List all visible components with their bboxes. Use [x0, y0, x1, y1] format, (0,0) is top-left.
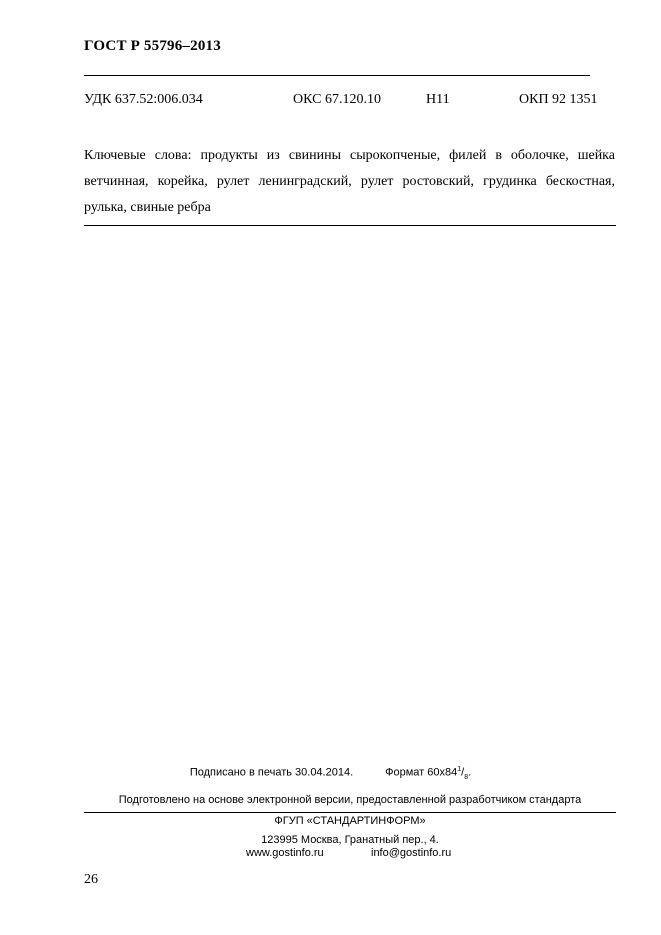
imprint-signed-line: Подписано в печать 30.04.2014. Формат $60x84^1/_8$.: [189, 766, 472, 781]
okp-code: ОКП 92 1351: [519, 92, 598, 107]
header-divider: [84, 75, 590, 76]
format-suffix: .: [468, 766, 472, 779]
format-numerator: 1: [457, 766, 462, 773]
website-link[interactable]: www.gostinfo.ru: [246, 847, 324, 859]
email-link[interactable]: info@gostinfo.ru: [371, 847, 452, 859]
h-code: Н11: [426, 92, 450, 107]
keywords-divider: [84, 225, 616, 226]
classification-row: [84, 92, 604, 110]
publisher-contacts: [246, 847, 452, 859]
oks-code: ОКС 67.120.10: [293, 92, 381, 107]
keywords-paragraph: Ключевые слова: продукты из свинины сырокопченые, филей в оболочке, шейка ветчинная, корейка, рулет ленинградский, рулет ростовский, грудинка бескостная, рулька, свиные ребра: [84, 148, 615, 215]
standard-id: ГОСТ Р 55796–2013: [84, 38, 221, 54]
format-label: Формат 60x84: [385, 766, 458, 779]
udk-code: УДК 637.52:006.034: [84, 92, 203, 107]
imprint-divider: [84, 812, 616, 813]
publisher-address: 123995 Москва, Гранатный пер., 4.: [261, 834, 439, 846]
format-denominator: 8: [464, 773, 469, 781]
signed-for-print: Подписано в печать 30.04.2014.: [189, 766, 354, 779]
prepared-note: Подготовлено на основе электронной версии, предоставленной разработчиком стандарта: [118, 794, 582, 806]
page-number: 26: [84, 872, 98, 887]
publisher-name: ФГУП «СТАНДАРТИНФОРМ»: [274, 815, 426, 827]
